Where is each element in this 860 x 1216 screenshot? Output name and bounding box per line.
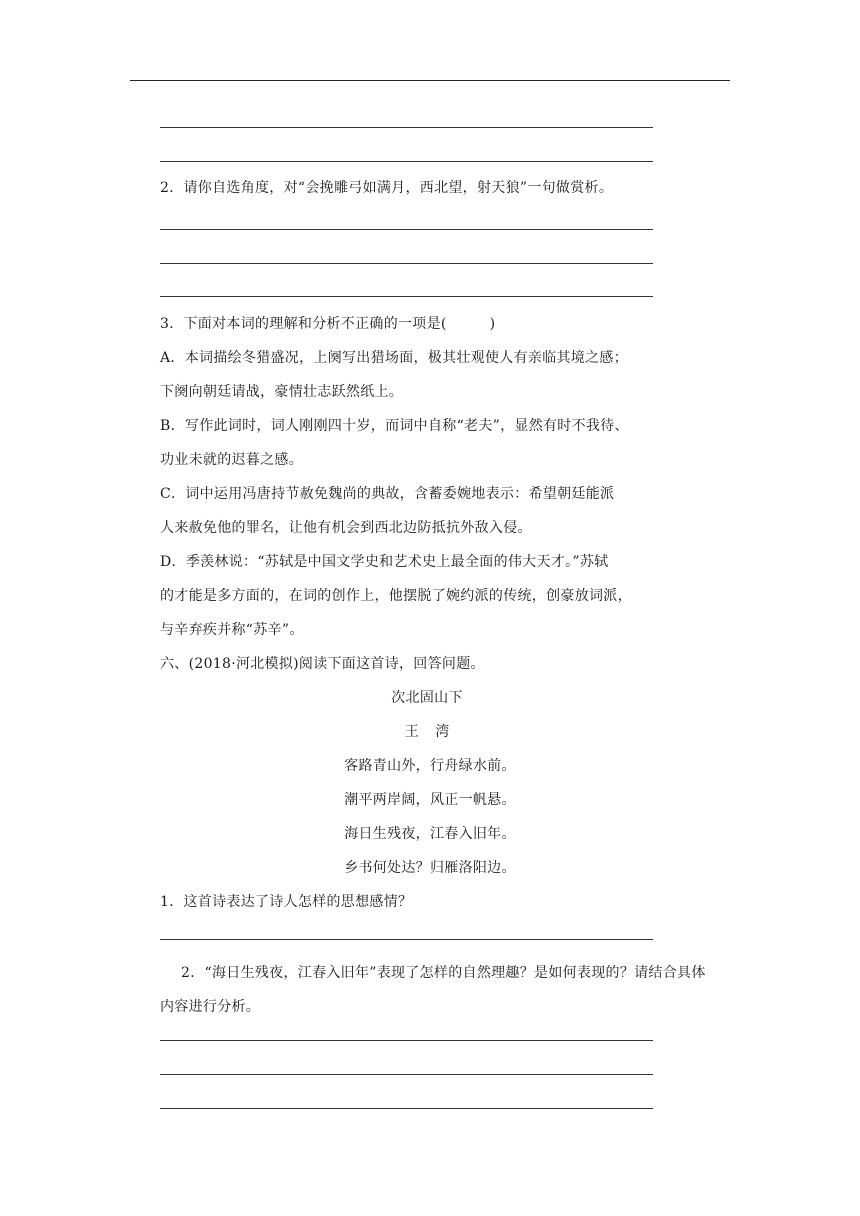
- option-c-line2: 人来赦免他的罪名，让他有机会到西北边防抵抗外敌入侵。: [160, 520, 532, 536]
- question-2-text: 2．请你自选角度，对“会挽雕弓如满月，西北望，射天狼”一句做赏析。: [160, 180, 614, 196]
- answer-line[interactable]: [160, 1040, 653, 1041]
- answer-line[interactable]: [160, 229, 653, 230]
- option-b-line1: B．写作此词时，词人刚刚四十岁，而词中自称“老夫”，显然有时不我待、: [160, 418, 629, 434]
- answer-line[interactable]: [160, 1074, 653, 1075]
- poem-title: 次北固山下: [391, 690, 463, 706]
- section-6-question-2-line1: 2．“海日生残夜，江春入旧年”表现了怎样的自然理趣？是如何表现的？请结合具体: [181, 965, 706, 981]
- answer-line[interactable]: [160, 1108, 653, 1109]
- poem-line-3: 海日生残夜，江春入旧年。: [344, 826, 516, 842]
- page-top-rule: [130, 80, 730, 81]
- poem-line-2: 潮平两岸阔，风正一帆悬。: [344, 792, 516, 808]
- section-6-heading: 六、(2018·河北模拟)阅读下面这首诗，回答问题。: [160, 656, 485, 672]
- option-d-line1: D．季羡林说：“苏轼是中国文学史和艺术史上最全面的伟大天才。”苏轼: [160, 554, 609, 570]
- option-b-line2: 功业未就的迟暮之感。: [160, 452, 303, 468]
- option-a-line2: 下阕向朝廷请战，豪情壮志跃然纸上。: [160, 384, 404, 400]
- question-3-stem: 3．下面对本词的理解和分析不正确的一项是( ): [160, 316, 496, 332]
- section-6-question-2-line2: 内容进行分析。: [160, 999, 261, 1015]
- answer-line[interactable]: [160, 263, 653, 264]
- answer-line[interactable]: [160, 127, 653, 128]
- poem-author: 王 湾: [404, 724, 456, 740]
- poem-line-1: 客路青山外，行舟绿水前。: [344, 758, 516, 774]
- poem-line-4: 乡书何处达？归雁洛阳边。: [344, 860, 516, 876]
- answer-line[interactable]: [160, 939, 653, 940]
- answer-line[interactable]: [160, 161, 653, 162]
- option-d-line3: 与辛弃疾并称“苏辛”。: [160, 622, 304, 638]
- option-c-line1: C．词中运用冯唐持节赦免魏尚的典故，含蓄委婉地表示：希望朝廷能派: [160, 486, 615, 502]
- section-6-question-1: 1．这首诗表达了诗人怎样的思想感情？: [160, 894, 413, 910]
- answer-line[interactable]: [160, 296, 653, 297]
- option-a-line1: A．本词描绘冬猎盛况，上阕写出猎场面，极其壮观使人有亲临其境之感；: [160, 350, 629, 366]
- option-d-line2: 的才能是多方面的，在词的创作上，他摆脱了婉约派的传统，创豪放词派，: [160, 588, 632, 604]
